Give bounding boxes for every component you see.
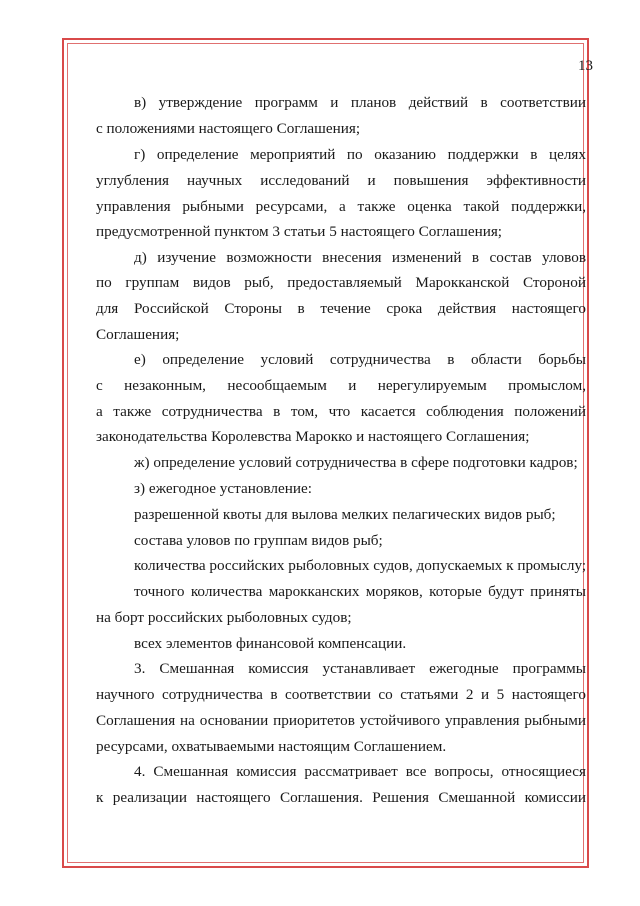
text-line: ресурсами, охватываемыми настоящим Соглашением. — [96, 738, 447, 755]
text-line: Соглашения; — [96, 326, 180, 343]
text-line: к реализации настоящего Соглашения. Решения Смешанной комиссии — [96, 789, 586, 806]
text-line: з) ежегодное установление: — [134, 480, 312, 497]
text-line: Соглашения на основании приоритетов устойчивого управления рыбными — [96, 712, 586, 729]
text-line: управления рыбными ресурсами, а также оценка такой поддержки, — [96, 198, 586, 215]
text-line: с незаконным, несообщаемым и нерегулируемым промыслом, — [96, 377, 586, 394]
text-line: а также сотрудничества в том, что касается соблюдения положений — [96, 403, 586, 420]
text-line: 3. Смешанная комиссия устанавливает ежегодные программы — [134, 660, 586, 677]
text-line: д) изучение возможности внесения изменений в состав уловов — [134, 249, 586, 266]
text-line: законодательства Королевства Марокко и настоящего Соглашения; — [96, 428, 530, 445]
text-line: на борт российских рыболовных судов; — [96, 609, 352, 626]
text-line: для Российской Стороны в течение срока действия настоящего — [96, 300, 586, 317]
text-line: 4. Смешанная комиссия рассматривает все вопросы, относящиеся — [134, 763, 586, 780]
text-line: научного сотрудничества в соответствии со статьями 2 и 5 настоящего — [96, 686, 586, 703]
text-line: предусмотренной пунктом 3 статьи 5 настоящего Соглашения; — [96, 223, 503, 240]
text-line: всех элементов финансовой компенсации. — [134, 635, 407, 652]
text-line: е) определение условий сотрудничества в области борьбы — [134, 351, 586, 368]
text-line: с положениями настоящего Соглашения; — [96, 120, 361, 137]
text-line: количества российских рыболовных судов, допускаемых к промыслу; — [134, 557, 587, 574]
text-line: состава уловов по группам видов рыб; — [134, 532, 383, 549]
text-line: разрешенной квоты для вылова мелких пелагических видов рыб; — [134, 506, 556, 523]
text-line: точного количества марокканских моряков, которые будут приняты — [134, 583, 586, 600]
text-line: углубления научных исследований и повышения эффективности — [96, 172, 586, 189]
text-line: г) определение мероприятий по оказанию поддержки в целях — [134, 146, 586, 163]
text-line: в) утверждение программ и планов действий в соответствии — [134, 94, 586, 111]
text-line: по группам видов рыб, предоставляемый Марокканской Стороной — [96, 274, 586, 291]
text-line: ж) определение условий сотрудничества в сфере подготовки кадров; — [134, 454, 578, 471]
page-number: 13 — [578, 58, 593, 74]
